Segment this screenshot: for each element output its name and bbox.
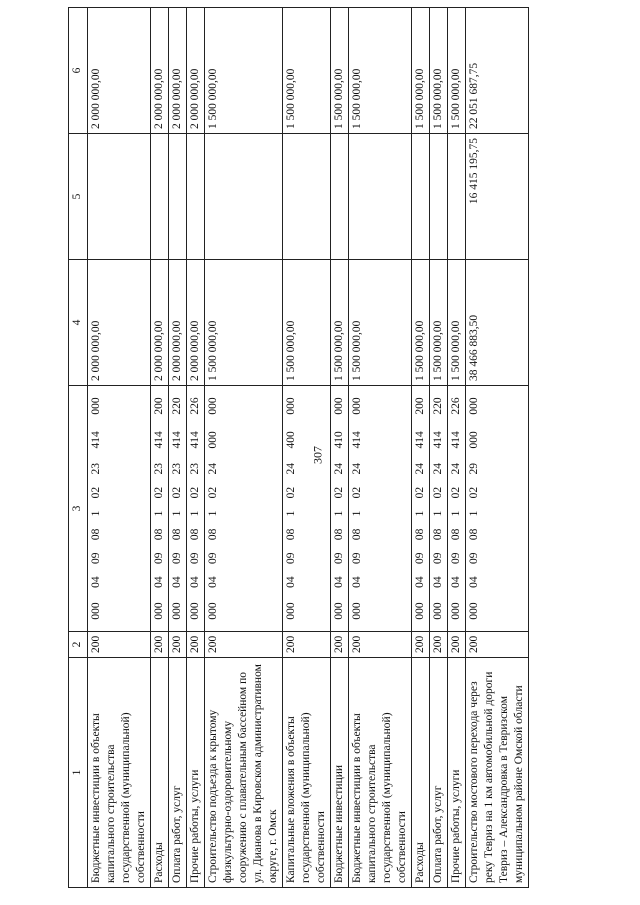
code-part: 04 xyxy=(189,576,201,588)
code-part: 04 xyxy=(351,576,363,588)
row-code-cell xyxy=(466,386,529,632)
code-part: 09 xyxy=(153,552,165,564)
code-part: 08 xyxy=(468,528,480,541)
row-name-cell: Оплата работ, услуг xyxy=(169,658,187,888)
table-row xyxy=(466,8,529,888)
code-part: 02 xyxy=(450,486,462,499)
code-part: 24 xyxy=(432,463,444,475)
row-col5-cell xyxy=(349,134,412,260)
code-part: 000 xyxy=(207,431,219,449)
code-part: 08 xyxy=(171,528,183,541)
header-col-5: 5 xyxy=(69,134,88,260)
row-col4-cell: 1 500 000,00 xyxy=(205,260,283,386)
row-col6-cell: 1 500 000,00 xyxy=(283,8,331,134)
row-name-cell: Оплата работ, услуг xyxy=(430,658,448,888)
budget-code xyxy=(350,386,365,631)
code-part: 08 xyxy=(189,528,201,541)
code-part: 410 xyxy=(333,431,345,449)
code-part: 000 xyxy=(468,397,480,415)
header-col-6: 6 xyxy=(69,8,88,134)
code-part: 414 xyxy=(90,431,102,449)
budget-code xyxy=(89,386,104,631)
row-code-cell xyxy=(349,386,412,632)
code-part: 09 xyxy=(189,552,201,564)
code-part: 08 xyxy=(351,528,363,541)
header-col-1: 1 xyxy=(69,658,88,888)
code-part: 000 xyxy=(333,397,345,415)
row-name-cell: Прочие работы, услуги xyxy=(448,658,466,888)
row-col4-cell: 1 500 000,00 xyxy=(331,260,349,386)
code-part: 02 xyxy=(432,486,444,499)
code-part: 08 xyxy=(285,528,297,541)
budget-code xyxy=(206,386,221,631)
rotated-table-container xyxy=(68,8,628,888)
code-part: 000 xyxy=(450,602,462,620)
code-part: 414 xyxy=(414,431,426,449)
code-part: 1 xyxy=(432,510,444,517)
row-col6-cell: 2 000 000,00 xyxy=(151,8,169,134)
row-col6-cell: 2 000 000,00 xyxy=(169,8,187,134)
code-part: 09 xyxy=(207,552,219,564)
row-name-cell: Расходы xyxy=(151,658,169,888)
code-part: 09 xyxy=(285,552,297,564)
code-part: 04 xyxy=(207,576,219,588)
row-col2-cell: 200 xyxy=(283,632,331,658)
row-name-cell: Расходы xyxy=(412,658,430,888)
code-part: 24 xyxy=(414,463,426,475)
row-col5-cell xyxy=(412,134,430,260)
code-part: 414 xyxy=(432,431,444,449)
code-part: 24 xyxy=(450,463,462,475)
code-part: 04 xyxy=(450,576,462,588)
budget-code xyxy=(449,386,464,631)
code-part: 000 xyxy=(333,602,345,620)
row-name-cell: Бюджетные инвестиции в объекты капитального строительства государственной (муниципальной) собственности xyxy=(88,658,151,888)
code-part: 000 xyxy=(468,602,480,620)
code-part: 08 xyxy=(414,528,426,541)
budget-code xyxy=(152,386,167,631)
code-part: 08 xyxy=(90,528,102,541)
row-col4-cell: 38 466 883,50 xyxy=(466,260,529,386)
code-part: 02 xyxy=(333,486,345,499)
code-part: 04 xyxy=(171,576,183,588)
code-part: 1 xyxy=(450,510,462,517)
code-part: 04 xyxy=(468,576,480,588)
code-part: 000 xyxy=(432,602,444,620)
row-col4-cell: 2 000 000,00 xyxy=(187,260,205,386)
row-col6-cell: 2 000 000,00 xyxy=(187,8,205,134)
code-part: 02 xyxy=(153,486,165,499)
table-row xyxy=(283,8,331,888)
row-name-cell: Строительство подъезда к крытому физкультурно-оздоровительному сооружению с плавательным бассейном по ул. Дианова в Кировском административном округе, г. Омск xyxy=(205,658,283,888)
code-part: 08 xyxy=(207,528,219,541)
row-col4-cell: 1 500 000,00 xyxy=(283,260,331,386)
code-part: 23 xyxy=(189,463,201,475)
code-part: 220 xyxy=(432,397,444,415)
code-part: 400 xyxy=(285,431,297,449)
table-row xyxy=(88,8,151,888)
row-col2-cell: 200 xyxy=(88,632,151,658)
code-part: 414 xyxy=(153,431,165,449)
code-part: 02 xyxy=(207,486,219,499)
code-part: 02 xyxy=(285,486,297,499)
row-code-cell xyxy=(430,386,448,632)
row-col5-cell xyxy=(151,134,169,260)
code-part: 09 xyxy=(468,552,480,564)
row-col6-cell: 1 500 000,00 xyxy=(412,8,430,134)
code-part: 23 xyxy=(171,463,183,475)
code-part: 29 xyxy=(468,463,480,475)
code-part: 000 xyxy=(90,397,102,415)
table-row xyxy=(412,8,430,888)
row-code-cell xyxy=(169,386,187,632)
code-part: 000 xyxy=(207,602,219,620)
row-code-cell xyxy=(205,386,283,632)
row-name-cell: Прочие работы, услуги xyxy=(187,658,205,888)
code-part: 000 xyxy=(351,602,363,620)
code-part: 1 xyxy=(333,510,345,517)
code-part: 02 xyxy=(189,486,201,499)
row-code-cell xyxy=(283,386,331,632)
table-row xyxy=(349,8,412,888)
row-code-cell xyxy=(412,386,430,632)
row-code-cell xyxy=(151,386,169,632)
row-col6-cell: 1 500 000,00 xyxy=(430,8,448,134)
row-col6-cell: 1 500 000,00 xyxy=(349,8,412,134)
code-part: 23 xyxy=(153,463,165,475)
code-part: 414 xyxy=(450,431,462,449)
table-row xyxy=(430,8,448,888)
row-col4-cell: 2 000 000,00 xyxy=(88,260,151,386)
budget-code xyxy=(413,386,428,631)
code-part: 09 xyxy=(432,552,444,564)
table-row xyxy=(151,8,169,888)
code-part: 04 xyxy=(432,576,444,588)
row-col2-cell: 200 xyxy=(187,632,205,658)
code-part: 24 xyxy=(207,463,219,475)
code-part: 09 xyxy=(90,552,102,564)
code-part: 414 xyxy=(171,431,183,449)
row-name-cell: Бюджетные инвестиции xyxy=(331,658,349,888)
row-name-cell: Капитальные вложения в объекты государственной (муниципальной) собственности xyxy=(283,658,331,888)
code-part: 000 xyxy=(90,602,102,620)
code-part: 02 xyxy=(171,486,183,499)
table-body xyxy=(88,8,529,888)
table-row xyxy=(169,8,187,888)
code-part: 02 xyxy=(414,486,426,499)
code-part: 414 xyxy=(189,431,201,449)
budget-code xyxy=(431,386,446,631)
code-part: 04 xyxy=(90,576,102,588)
budget-table xyxy=(68,7,529,888)
row-col5-cell xyxy=(88,134,151,260)
header-row xyxy=(69,8,88,888)
code-part: 000 xyxy=(285,602,297,620)
row-col6-cell: 2 000 000,00 xyxy=(88,8,151,134)
code-part: 1 xyxy=(90,510,102,517)
code-part: 09 xyxy=(171,552,183,564)
code-part: 000 xyxy=(153,602,165,620)
code-part: 1 xyxy=(189,510,201,517)
code-part: 200 xyxy=(414,397,426,415)
code-part: 24 xyxy=(333,463,345,475)
row-col2-cell: 200 xyxy=(466,632,529,658)
code-part: 23 xyxy=(90,463,102,475)
row-col5-cell xyxy=(187,134,205,260)
code-part: 1 xyxy=(207,510,219,517)
code-part: 09 xyxy=(333,552,345,564)
row-name-cell: Строительство мостового перехода через реку Тевриз на 1 км автомобильной дороги Тевриз – Александровка в Тевризском муниципальном районе Омской области xyxy=(466,658,529,888)
code-part: 1 xyxy=(153,510,165,517)
row-col2-cell: 200 xyxy=(349,632,412,658)
row-col5-cell: 16 415 195,75 xyxy=(466,134,529,260)
row-col6-cell: 22 051 687,75 xyxy=(466,8,529,134)
table-row xyxy=(448,8,466,888)
row-col2-cell: 200 xyxy=(331,632,349,658)
code-part: 200 xyxy=(153,397,165,415)
budget-code xyxy=(284,386,299,631)
row-col6-cell: 1 500 000,00 xyxy=(331,8,349,134)
code-part: 226 xyxy=(450,397,462,415)
table-row xyxy=(331,8,349,888)
code-part: 000 xyxy=(171,602,183,620)
header-col-3: 3 xyxy=(69,386,88,632)
code-part: 02 xyxy=(468,486,480,499)
code-part: 1 xyxy=(468,510,480,517)
code-part: 414 xyxy=(351,431,363,449)
row-name-cell: Бюджетные инвестиции в объекты капитального строительства государственной (муниципальной) собственности xyxy=(349,658,412,888)
header-col-2: 2 xyxy=(69,632,88,658)
row-code-cell xyxy=(448,386,466,632)
row-code-cell xyxy=(187,386,205,632)
row-col4-cell: 1 500 000,00 xyxy=(430,260,448,386)
code-part: 08 xyxy=(333,528,345,541)
code-part: 04 xyxy=(153,576,165,588)
row-code-cell xyxy=(331,386,349,632)
row-col4-cell: 1 500 000,00 xyxy=(412,260,430,386)
row-col4-cell: 2 000 000,00 xyxy=(151,260,169,386)
code-part: 09 xyxy=(351,552,363,564)
code-part: 24 xyxy=(351,463,363,475)
row-col2-cell: 200 xyxy=(205,632,283,658)
row-col6-cell: 1 500 000,00 xyxy=(205,8,283,134)
code-part: 1 xyxy=(285,510,297,517)
code-part: 04 xyxy=(285,576,297,588)
table-row xyxy=(187,8,205,888)
row-col5-cell xyxy=(283,134,331,260)
budget-code xyxy=(170,386,185,631)
budget-code xyxy=(332,386,347,631)
row-col2-cell: 200 xyxy=(448,632,466,658)
budget-code xyxy=(467,386,482,631)
page-number: 307 xyxy=(310,446,325,464)
row-col4-cell: 1 500 000,00 xyxy=(448,260,466,386)
code-part: 02 xyxy=(90,486,102,499)
row-col2-cell: 200 xyxy=(169,632,187,658)
code-part: 08 xyxy=(432,528,444,541)
header-col-4: 4 xyxy=(69,260,88,386)
row-col5-cell xyxy=(331,134,349,260)
code-part: 04 xyxy=(414,576,426,588)
row-col5-cell xyxy=(205,134,283,260)
code-part: 000 xyxy=(285,397,297,415)
code-part: 02 xyxy=(351,486,363,499)
code-part: 1 xyxy=(351,510,363,517)
row-col5-cell xyxy=(448,134,466,260)
code-part: 000 xyxy=(414,602,426,620)
row-col2-cell: 200 xyxy=(151,632,169,658)
code-part: 000 xyxy=(468,431,480,449)
code-part: 08 xyxy=(153,528,165,541)
budget-code xyxy=(188,386,203,631)
code-part: 000 xyxy=(351,397,363,415)
row-col4-cell: 2 000 000,00 xyxy=(169,260,187,386)
code-part: 09 xyxy=(450,552,462,564)
row-col2-cell: 200 xyxy=(430,632,448,658)
code-part: 220 xyxy=(171,397,183,415)
row-col5-cell xyxy=(169,134,187,260)
code-part: 04 xyxy=(333,576,345,588)
row-col2-cell: 200 xyxy=(412,632,430,658)
code-part: 24 xyxy=(285,463,297,475)
row-code-cell xyxy=(88,386,151,632)
code-part: 000 xyxy=(207,397,219,415)
row-col5-cell xyxy=(430,134,448,260)
code-part: 1 xyxy=(414,510,426,517)
code-part: 1 xyxy=(171,510,183,517)
row-col4-cell: 1 500 000,00 xyxy=(349,260,412,386)
code-part: 08 xyxy=(450,528,462,541)
code-part: 000 xyxy=(189,602,201,620)
code-part: 09 xyxy=(414,552,426,564)
code-part: 226 xyxy=(189,397,201,415)
row-col6-cell: 1 500 000,00 xyxy=(448,8,466,134)
table-row xyxy=(205,8,283,888)
